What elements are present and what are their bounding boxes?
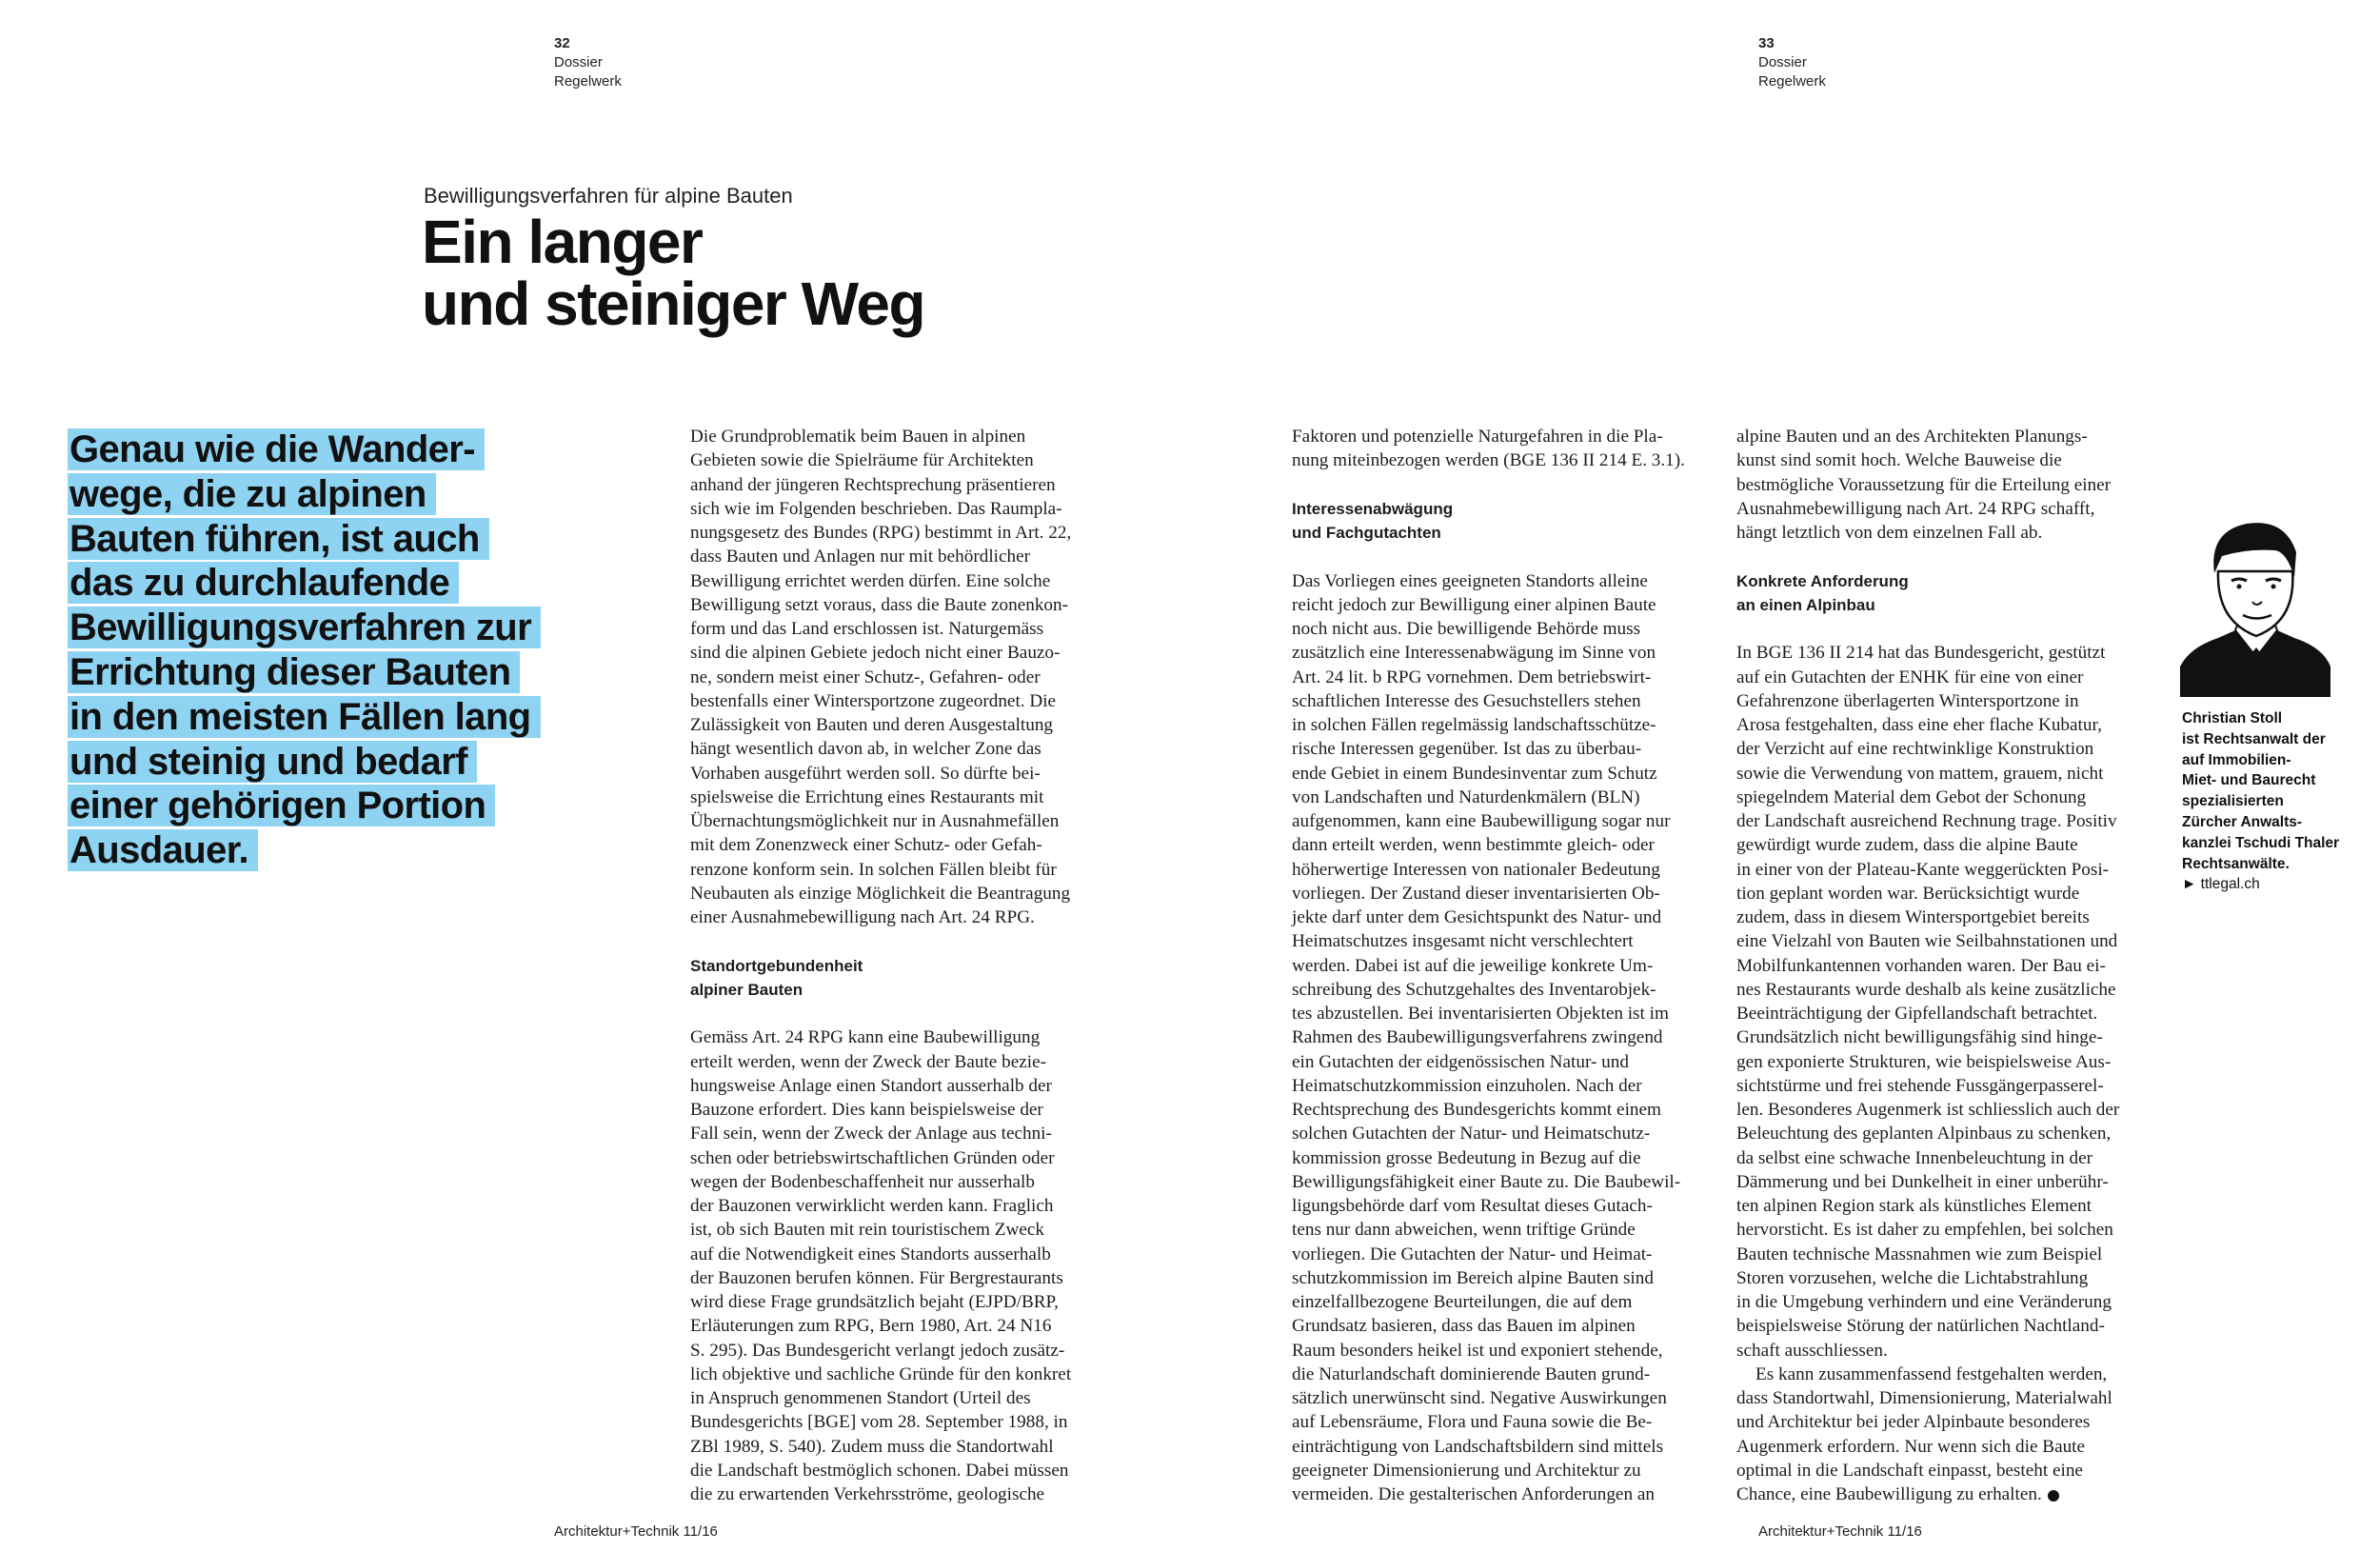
pull-quote (68, 428, 601, 873)
bio-line: Miet- und Baurecht (2182, 772, 2316, 789)
subheading-line: Standortgebundenheit (690, 956, 863, 975)
body-text-line: gewürdigt wurde zudem, dass die alpine Baute (1736, 835, 2078, 856)
body-text-line: alpine Bauten und an des Architekten Planungs- (1736, 427, 2088, 447)
body-text-line: in Anspruch genommenen Standort (Urteil des (690, 1388, 1031, 1408)
body-text-line: dann erteilt werden, wenn bestimmte gleich- oder (1292, 835, 1655, 856)
body-text-line: Chance, eine Baubewilligung zu erhalten. (1736, 1482, 2174, 1506)
body-text-line: zudem, dass in diesem Wintersportgebiet bereits (1736, 907, 2090, 927)
article-title (422, 208, 925, 338)
body-text-line: Beeinträchtigung der Gipfellandschaft betrachtet. (1736, 1004, 2098, 1024)
body-text-line: gen exponierte Strukturen, wie beispielsweise Aus- (1736, 1051, 2112, 1072)
body-text-line: nungsgesetz des Bundes (RPG) bestimmt in Art. 22, (690, 523, 1072, 543)
highlighted-text: Bauten führen, ist auch (68, 518, 489, 560)
paragraph-spacer (1736, 617, 2174, 641)
body-text-line: rische Interessen gegenüber. Ist das zu überbau- (1292, 739, 1642, 760)
body-text-line: In BGE 136 II 214 hat das Bundesgericht, gestützt (1736, 643, 2106, 664)
body-text-line: schreibung des Schutzgehaltes des Inventarobjek- (1292, 979, 1656, 1000)
section-label: Dossier (1758, 54, 1807, 70)
body-text-line: ein Gutachten der eidgenössischen Natur- und (1292, 1051, 1629, 1072)
body-text-line: schutzkommission im Bereich alpine Bauten sind (1292, 1267, 1654, 1288)
section-label: Dossier (554, 54, 603, 70)
body-text-line: in die Umgebung verhindern und eine Veränderung (1736, 1292, 2112, 1312)
body-text-line: Heimatschutzkommission einzuholen. Nach der (1292, 1075, 1642, 1096)
paragraph-spacer (690, 929, 1128, 953)
body-text-line: Faktoren und potenzielle Naturgefahren in die Pla- (1292, 427, 1663, 447)
pull-quote-line (68, 428, 601, 472)
body-text-line: Grundsätzlich nicht bewilligungsfähig sind hinge- (1736, 1027, 2103, 1048)
right-page-folio (1758, 34, 1826, 91)
body-text-line: aufgenommen, kann eine Baubewilligung sogar nur (1292, 811, 1671, 831)
highlighted-text: das zu durchlaufende (68, 562, 459, 604)
body-text-line: sowie die Verwendung von mattem, grauem, nicht (1736, 763, 2104, 784)
body-text-line: Beleuchtung des geplanten Alpinbaus zu schenken, (1736, 1124, 2112, 1144)
body-text-line: sichtstürme und frei stehende Fussgängerpasserel- (1736, 1075, 2104, 1096)
body-text-line: spielsweise die Errichtung eines Restaurants mit (690, 786, 1044, 807)
body-text-line: einer Ausnahmebewilligung nach Art. 24 RPG. (690, 907, 1035, 927)
body-text-line: ende Gebiet in einem Bundesinventar zum Schutz (1292, 763, 1657, 784)
body-text-line: der Verzicht auf eine rechtwinklige Konstruktion (1736, 739, 2094, 760)
body-text-line: Augenmerk erfordern. Nur wenn sich die Baute (1736, 1436, 2086, 1457)
body-text-line: dass Standortwahl, Dimensionierung, Materialwahl (1736, 1388, 2112, 1408)
body-text-line: in solchen Fällen regelmässig landschaftsschütze- (1292, 715, 1656, 735)
body-text-line: von Landschaften und Naturdenkmälern (BLN) (1292, 786, 1640, 807)
body-text-line: der Bauzonen verwirklicht werden kann. Fraglich (690, 1196, 1054, 1216)
body-text-line: Heimatschutzes insgesamt nicht verschlechtert (1292, 931, 1634, 952)
highlighted-text: und steinig und bedarf (68, 741, 477, 783)
highlighted-text: Errichtung dieser Bauten (68, 651, 520, 693)
pull-quote-line (68, 828, 601, 873)
body-text-line: hängt wesentlich davon ab, in welcher Zone das (690, 739, 1041, 760)
body-text-line: Neubauten als einzige Möglichkeit die Beantragung (690, 883, 1071, 904)
body-text-line: Gemäss Art. 24 RPG kann eine Baubewilligung (690, 1027, 1041, 1048)
title-line: Ein langer (422, 208, 703, 276)
body-text-line: nes Restaurants wurde deshalb als keine zusätzliche (1736, 979, 2116, 1000)
author-portrait (2180, 514, 2332, 697)
body-text-line: tes abzustellen. Bei inventarisierten Objekten ist im (1292, 1004, 1669, 1024)
pull-quote-line (68, 695, 601, 740)
article-kicker: Bewilligungsverfahren für alpine Bauten (424, 184, 793, 208)
body-text-line: Dämmerung und bei Dunkelheit in einer unberühr- (1736, 1171, 2109, 1192)
body-text-line: reicht jedoch zur Bewilligung einer alpinen Baute (1292, 594, 1656, 615)
body-text-line: zusätzlich eine Interessenabwägung im Sinne von (1292, 643, 1656, 664)
website-label: ttlegal.ch (2200, 876, 2260, 893)
body-text-line: hängt letztlich von dem einzelnen Fall ab. (1736, 523, 2043, 543)
title-line: und steiniger Weg (422, 269, 925, 338)
body-text-line: der Landschaft ausreichend Rechnung trage. Positiv (1736, 811, 2117, 831)
body-text-line: hungsweise Anlage einen Standort ausserhalb der (690, 1075, 1052, 1096)
subsection-label: Regelwerk (554, 73, 622, 90)
body-text-line: ten alpinen Region stark als künstliches Element (1736, 1196, 2092, 1216)
body-text-line: die zu erwartenden Verkehrsströme, geologische (690, 1484, 1045, 1504)
highlighted-text: Bewilligungsverfahren zur (68, 607, 541, 648)
body-text-line: Übernachtungsmöglichkeit nur in Ausnahmefällen (690, 811, 1060, 831)
body-text-line: erteilt werden, wenn der Zweck der Baute bezie- (690, 1051, 1046, 1072)
body-text-line: Vorhaben ausgeführt werden soll. So dürfte bei- (690, 763, 1041, 784)
body-text-line: noch nicht aus. Die bewilligende Behörde muss (1292, 619, 1641, 639)
paragraph-spacer (1292, 545, 1730, 568)
body-text-line: spiegelndem Material dem Gebot der Schonung (1736, 786, 2087, 807)
body-text-line: in einer von der Plateau-Kante weggerückten Posi- (1736, 859, 2110, 880)
subheading-line: Interessenabwägung (1292, 499, 1454, 518)
body-text-line: Das Vorliegen eines geeigneten Standorts alleine (1292, 570, 1648, 591)
body-text-line: Die Grundproblematik beim Bauen in alpinen (690, 427, 1026, 447)
body-text-line: auf Lebensräume, Flora und Fauna sowie die Be- (1292, 1412, 1653, 1433)
body-text-line: ZBl 1989, S. 540). Zudem muss die Standortwahl (690, 1436, 1054, 1457)
body-text-line: Rechtsprechung des Bundesgerichts kommt einem (1292, 1100, 1661, 1120)
body-text-line: beispielsweise Störung der natürlichen Nachtland- (1736, 1316, 2105, 1337)
paragraph-spacer (690, 1002, 1128, 1025)
body-text-line: lich objektive und sachliche Gründe für den konkret (690, 1363, 1072, 1384)
body-text-line: Art. 24 lit. b RPG vornehmen. Dem betriebswirt- (1292, 667, 1652, 687)
body-text-line: schen oder betriebswirtschaftlichen Gründen oder (690, 1147, 1055, 1168)
bio-line: kanzlei Tschudi Thaler (2182, 834, 2340, 851)
left-page-folio (554, 34, 622, 91)
bio-line: ist Rechtsanwalt der (2182, 730, 2326, 747)
body-text-line: vorliegen. Der Zustand dieser inventarisierten Ob- (1292, 883, 1660, 904)
body-text-line: ist, ob sich Bauten mit rein touristischem Zweck (690, 1220, 1044, 1241)
body-text-line: auf ein Gutachten der ENHK für eine von einer (1736, 667, 2084, 687)
body-text-line: jekte darf unter dem Gesichtspunkt des Natur- und (1292, 907, 1662, 927)
body-text-line: sind die alpinen Gebiete jedoch nicht einer Bauzo- (690, 643, 1061, 664)
body-text-line: dass Bauten und Anlagen nur mit behördlicher (690, 547, 1031, 567)
pull-quote-line (68, 472, 601, 517)
subheading-line: und Fachgutachten (1292, 524, 1441, 542)
body-text-line: sich wie im Folgenden beschrieben. Das Raumpla- (690, 498, 1062, 519)
body-text-line: Bewilligungsfähigkeit einer Baute zu. Die Baubewil- (1292, 1171, 1681, 1192)
body-text-line: bestmögliche Voraussetzung für die Erteilung einer (1736, 474, 2112, 495)
body-text-line: da selbst eine schwache Innenbeleuchtung in der (1736, 1147, 2093, 1168)
subsection-label: Regelwerk (1758, 73, 1826, 90)
body-text-line: vermeiden. Die gestalterischen Anforderungen an (1292, 1484, 1655, 1504)
text-column-3 (1736, 425, 2174, 1506)
body-text-line: len. Besonderes Augenmerk ist schliesslich auch der (1736, 1100, 2120, 1120)
body-text-line: S. 295). Das Bundesgericht verlangt jedoch zusätz- (690, 1340, 1065, 1361)
subheading-line: Konkrete Anforderung (1736, 571, 1909, 590)
body-text-line: wegen der Bodenbeschaffenheit nur ausserhalb (690, 1171, 1035, 1192)
body-text-line: vorliegen. Die Gutachten der Natur- und Heimat- (1292, 1244, 1653, 1264)
pull-quote-line (68, 740, 601, 785)
body-text-line: Gebieten sowie die Spielräume für Architekten (690, 450, 1034, 471)
body-text-line: Mobilfunkantennen vorhanden waren. Der Bau ei- (1736, 955, 2106, 976)
pull-quote-line (68, 561, 601, 606)
body-text-line: Arosa festgehalten, dass eine eher flache Kubatur, (1736, 715, 2102, 735)
body-text-line: optimal in die Landschaft einpasst, besteht eine (1736, 1460, 2083, 1481)
body-text-line: schaftlichen Interesse des Gesuchstellers stehen (1292, 690, 1641, 711)
left-page-footer: Architektur+Technik 11/16 (554, 1523, 718, 1540)
body-text-line: Bauzone erfordert. Dies kann beispielsweise der (690, 1100, 1043, 1120)
body-text-line: ligungsbehörde darf vom Resultat dieses Gutach- (1292, 1196, 1653, 1216)
body-text-line: kunst sind somit hoch. Welche Bauweise die (1736, 450, 2062, 471)
body-text-line: Gefahrenzone überlagerten Wintersportzone in (1736, 690, 2079, 711)
bio-line: Zürcher Anwalts- (2182, 813, 2303, 830)
body-text-line: schaft ausschliessen. (1736, 1340, 1888, 1361)
body-text-line: Storen vorzusehen, welche die Lichtabstrahlung (1736, 1267, 2089, 1288)
page-number: 33 (1758, 35, 1775, 51)
highlighted-text: wege, die zu alpinen (68, 473, 436, 515)
body-text-line: bestenfalls einer Wintersportzone zugeordnet. Die (690, 690, 1057, 711)
body-text-line: Erläuterungen zum RPG, Bern 1980, Art. 24 N16 (690, 1316, 1052, 1337)
author-name: Christian Stoll (2182, 710, 2283, 726)
body-text-line: Grundsatz basieren, dass das Bauen im alpinen (1292, 1316, 1636, 1337)
body-text-line: solchen Gutachten der Natur- und Heimatschutz- (1292, 1124, 1651, 1144)
body-text-line: Bewilligung errichtet werden dürfen. Eine solche (690, 570, 1051, 591)
highlighted-text: in den meisten Fällen lang (68, 696, 541, 738)
body-text-line: Raum besonders heikel ist und exponiert stehende, (1292, 1340, 1663, 1361)
body-text-line: höherwertige Interessen von nationaler Bedeutung (1292, 859, 1660, 880)
body-text-line: wird diese Frage grundsätzlich bejaht (EJPD/BRP, (690, 1292, 1059, 1312)
text-column-1 (690, 425, 1128, 1506)
pull-quote-line (68, 650, 601, 695)
body-text-line: einzelfallbezogene Beurteilungen, die auf dem (1292, 1292, 1633, 1312)
paragraph-spacer (1292, 473, 1730, 497)
body-text-line: sätzlich unerwünscht sind. Negative Auswirkungen (1292, 1388, 1667, 1408)
body-text-line: form und das Land erschlossen ist. Naturgemäss (690, 619, 1044, 639)
pull-quote-line (68, 606, 601, 650)
body-text-line: Fall sein, wenn der Zweck der Anlage aus techni- (690, 1124, 1052, 1144)
end-mark-icon (2048, 1490, 2059, 1502)
body-text-line: Bundesgerichts [BGE] vom 28. September 1988, in (690, 1412, 1068, 1433)
body-text-line: tion geplant worden war. Berücksichtigt wurde (1736, 883, 2080, 904)
body-text-line: Zulässigkeit von Bauten und deren Ausgestaltung (690, 715, 1054, 735)
body-text-line: auf die Notwendigkeit eines Standorts ausserhalb (690, 1244, 1051, 1264)
body-text-line: eine Vielzahl von Bauten wie Seilbahnstationen und (1736, 931, 2118, 952)
body-text-line: geeigneter Dimensionierung und Architektur zu (1292, 1460, 1641, 1481)
body-text-line: renzone konform sein. In solchen Fällen bleibt für (690, 859, 1057, 880)
author-bio (2182, 708, 2339, 895)
body-text-line: nung miteinbezogen werden (BGE 136 II 214 E. 3.1). (1292, 450, 1685, 471)
body-text-line: Bewilligung setzt voraus, dass die Baute zonenkon- (690, 594, 1068, 615)
body-text-line: Bauten technische Massnahmen wie zum Beispiel (1736, 1244, 2103, 1264)
body-text-line: und Architektur bei jeder Alpinbaute besonderes (1736, 1412, 2091, 1433)
right-page-footer: Architektur+Technik 11/16 (1758, 1523, 1922, 1540)
pull-quote-line (68, 517, 601, 562)
body-text-line: hervorsticht. Es ist daher zu empfehlen, bei solchen (1736, 1220, 2113, 1241)
body-text-line: anhand der jüngeren Rechtsprechung präsentieren (690, 474, 1056, 495)
bio-line: auf Immobilien- (2182, 751, 2291, 768)
highlighted-text: Ausdauer. (68, 829, 258, 871)
body-text-line: tens nur dann abweichen, wenn triftige Gründe (1292, 1220, 1636, 1241)
body-text-line: ne, sondern meist einer Schutz-, Gefahren- oder (690, 667, 1041, 687)
subheading-line: alpiner Bauten (690, 980, 803, 999)
highlighted-text: einer gehörigen Portion (68, 785, 495, 826)
body-text-line: einträchtigung von Landschaftsbildern sind mittels (1292, 1436, 1664, 1457)
page-number: 32 (554, 35, 570, 51)
bio-line: Rechtsanwälte. (2182, 855, 2290, 872)
body-text-line: der Bauzonen berufen können. Für Bergrestaurants (690, 1267, 1063, 1288)
body-text-line: die Landschaft bestmöglich schonen. Dabei müssen (690, 1460, 1069, 1481)
body-text-line: mit dem Zonenzweck einer Schutz- oder Gefah- (690, 835, 1042, 856)
body-text-line: werden. Dabei ist auf die jeweilige konkrete Um- (1292, 955, 1654, 976)
body-text-line: Rahmen des Baubewilligungsverfahrens zwingend (1292, 1027, 1663, 1048)
bio-line: spezialisierten (2182, 793, 2284, 810)
text-column-2 (1292, 425, 1730, 1506)
body-text-line: Ausnahmebewilligung nach Art. 24 RPG schafft, (1736, 498, 2095, 519)
subheading-line: an einen Alpinbau (1736, 595, 1875, 614)
body-text-line: die Naturlandschaft dominierende Bauten grund- (1292, 1363, 1651, 1384)
body-text-line: kommission grosse Bedeutung in Bezug auf die (1292, 1147, 1641, 1168)
pull-quote-line (68, 784, 601, 828)
highlighted-text: Genau wie die Wander- (68, 428, 485, 470)
body-text-line: Es kann zusammenfassend festgehalten werden, (1755, 1363, 2108, 1384)
author-website-link[interactable] (2182, 874, 2339, 895)
paragraph-spacer (1736, 545, 2174, 568)
arrow-right-icon: ► (2182, 876, 2197, 893)
